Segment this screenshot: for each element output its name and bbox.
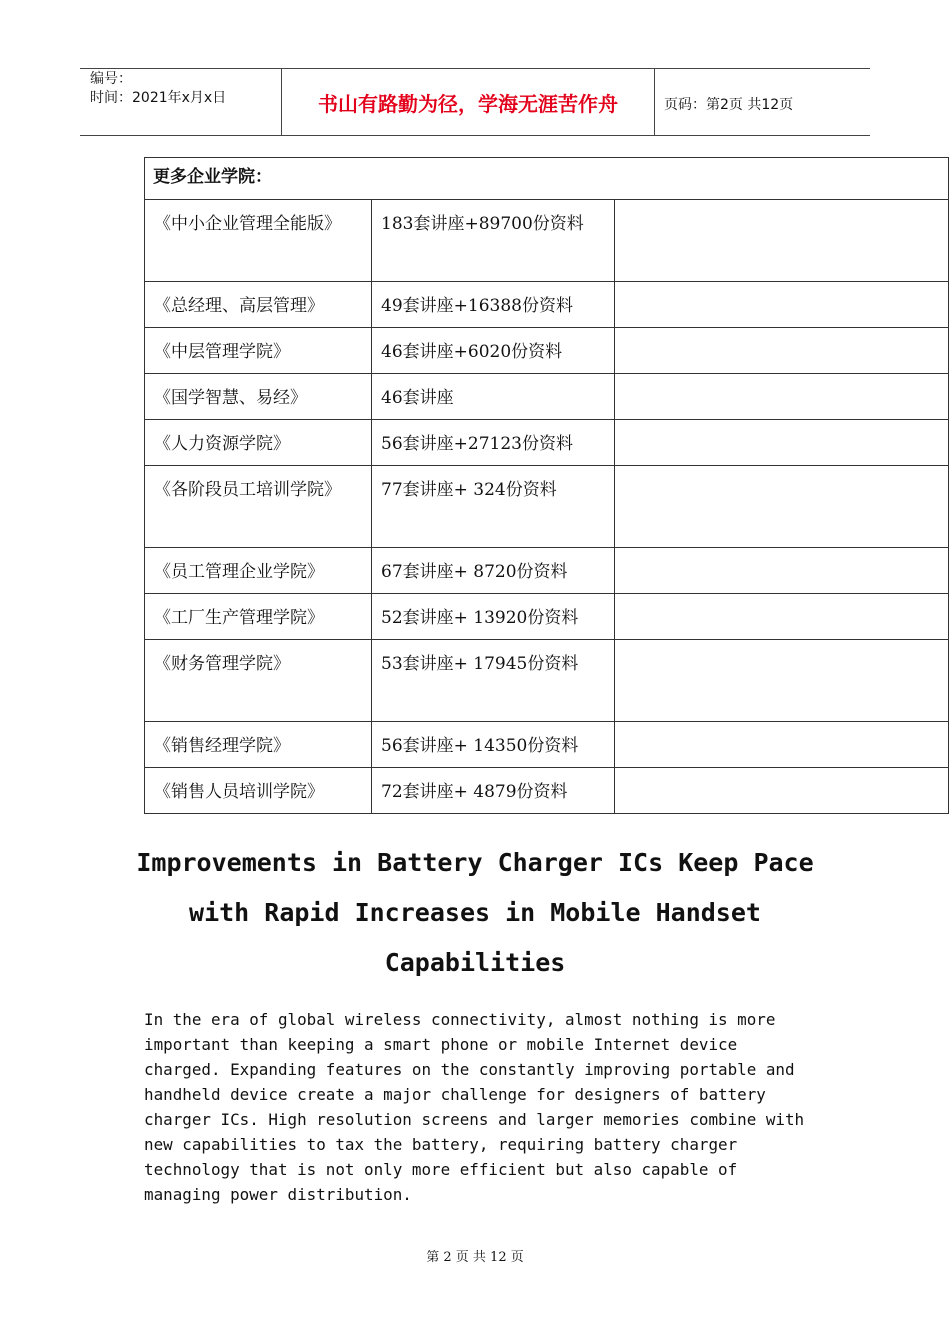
serial-label: 编号： <box>90 71 132 87</box>
table-row <box>145 768 949 814</box>
academy-content: 56套讲座+ 14350份资料 <box>372 722 615 768</box>
header-meta <box>90 70 226 108</box>
table-row <box>145 466 949 548</box>
table-row <box>145 420 949 466</box>
academy-name: 《销售人员培训学院》 <box>145 768 372 814</box>
article-title-line: with Rapid Increases in Mobile Handset <box>189 898 761 927</box>
academy-note <box>615 768 949 814</box>
academy-note <box>615 328 949 374</box>
page-footer: 第 2 页 共 12 页 <box>426 1250 524 1265</box>
academy-name: 《中层管理学院》 <box>145 328 372 374</box>
article-paragraph: In the era of global wireless connectivity, almost nothing is more important than keeping a smart phone or mobile Internet device charged. Expanding features on the constantly improving portable and handheld device create a major challenge for designers of battery charger ICs. High resolution screens and larger memories combine with new capabilities to tax the battery, requiring battery charger technology that is not only more efficient but also capable of managing power distribution. <box>144 1010 805 1204</box>
academy-name: 《销售经理学院》 <box>145 722 372 768</box>
article-title-line: Capabilities <box>384 948 566 977</box>
academy-content: 183套讲座+89700份资料 <box>372 200 615 282</box>
header-top-rule <box>80 68 870 69</box>
table-row <box>145 328 949 374</box>
academy-name: 《财务管理学院》 <box>145 640 372 722</box>
article-title-line: Improvements in Battery Charger ICs Keep Pace <box>136 848 814 877</box>
academy-note <box>615 594 949 640</box>
academy-name: 《中小企业管理全能版》 <box>145 200 372 282</box>
table-header-row <box>145 158 949 200</box>
table-header: 更多企业学院： <box>145 158 949 200</box>
table-row <box>145 548 949 594</box>
table-row <box>145 594 949 640</box>
academy-note <box>615 282 949 328</box>
academy-name: 《总经理、高层管理》 <box>145 282 372 328</box>
academy-name: 《人力资源学院》 <box>145 420 372 466</box>
header-divider-right <box>654 68 655 136</box>
table-row <box>145 722 949 768</box>
academy-name: 《国学智慧、易经》 <box>145 374 372 420</box>
academy-note <box>615 640 949 722</box>
academy-content: 52套讲座+ 13920份资料 <box>372 594 615 640</box>
academy-name: 《工厂生产管理学院》 <box>145 594 372 640</box>
academy-content: 53套讲座+ 17945份资料 <box>372 640 615 722</box>
table-row <box>145 282 949 328</box>
academy-content: 46套讲座 <box>372 374 615 420</box>
academy-note <box>615 374 949 420</box>
academy-note <box>615 722 949 768</box>
header-motto: 书山有路勤为径，学海无涯苦作舟 <box>318 92 618 116</box>
academy-content: 67套讲座+ 8720份资料 <box>372 548 615 594</box>
academy-content: 72套讲座+ 4879份资料 <box>372 768 615 814</box>
academy-table <box>144 157 949 814</box>
academy-content: 56套讲座+27123份资料 <box>372 420 615 466</box>
academy-note <box>615 200 949 282</box>
academy-name: 《员工管理企业学院》 <box>145 548 372 594</box>
academy-note <box>615 466 949 548</box>
table-row <box>145 374 949 420</box>
table-row <box>145 200 949 282</box>
academy-content: 46套讲座+6020份资料 <box>372 328 615 374</box>
table-row <box>145 640 949 722</box>
academy-content: 77套讲座+ 324份资料 <box>372 466 615 548</box>
header-page-info: 页码：第2页 共12页 <box>664 97 794 113</box>
academy-note <box>615 548 949 594</box>
academy-note <box>615 420 949 466</box>
article-title <box>120 838 830 988</box>
header-bottom-rule <box>80 135 870 136</box>
date-line: 时间：2021年x月x日 <box>90 90 227 106</box>
academy-content: 49套讲座+16388份资料 <box>372 282 615 328</box>
academy-name: 《各阶段员工培训学院》 <box>145 466 372 548</box>
